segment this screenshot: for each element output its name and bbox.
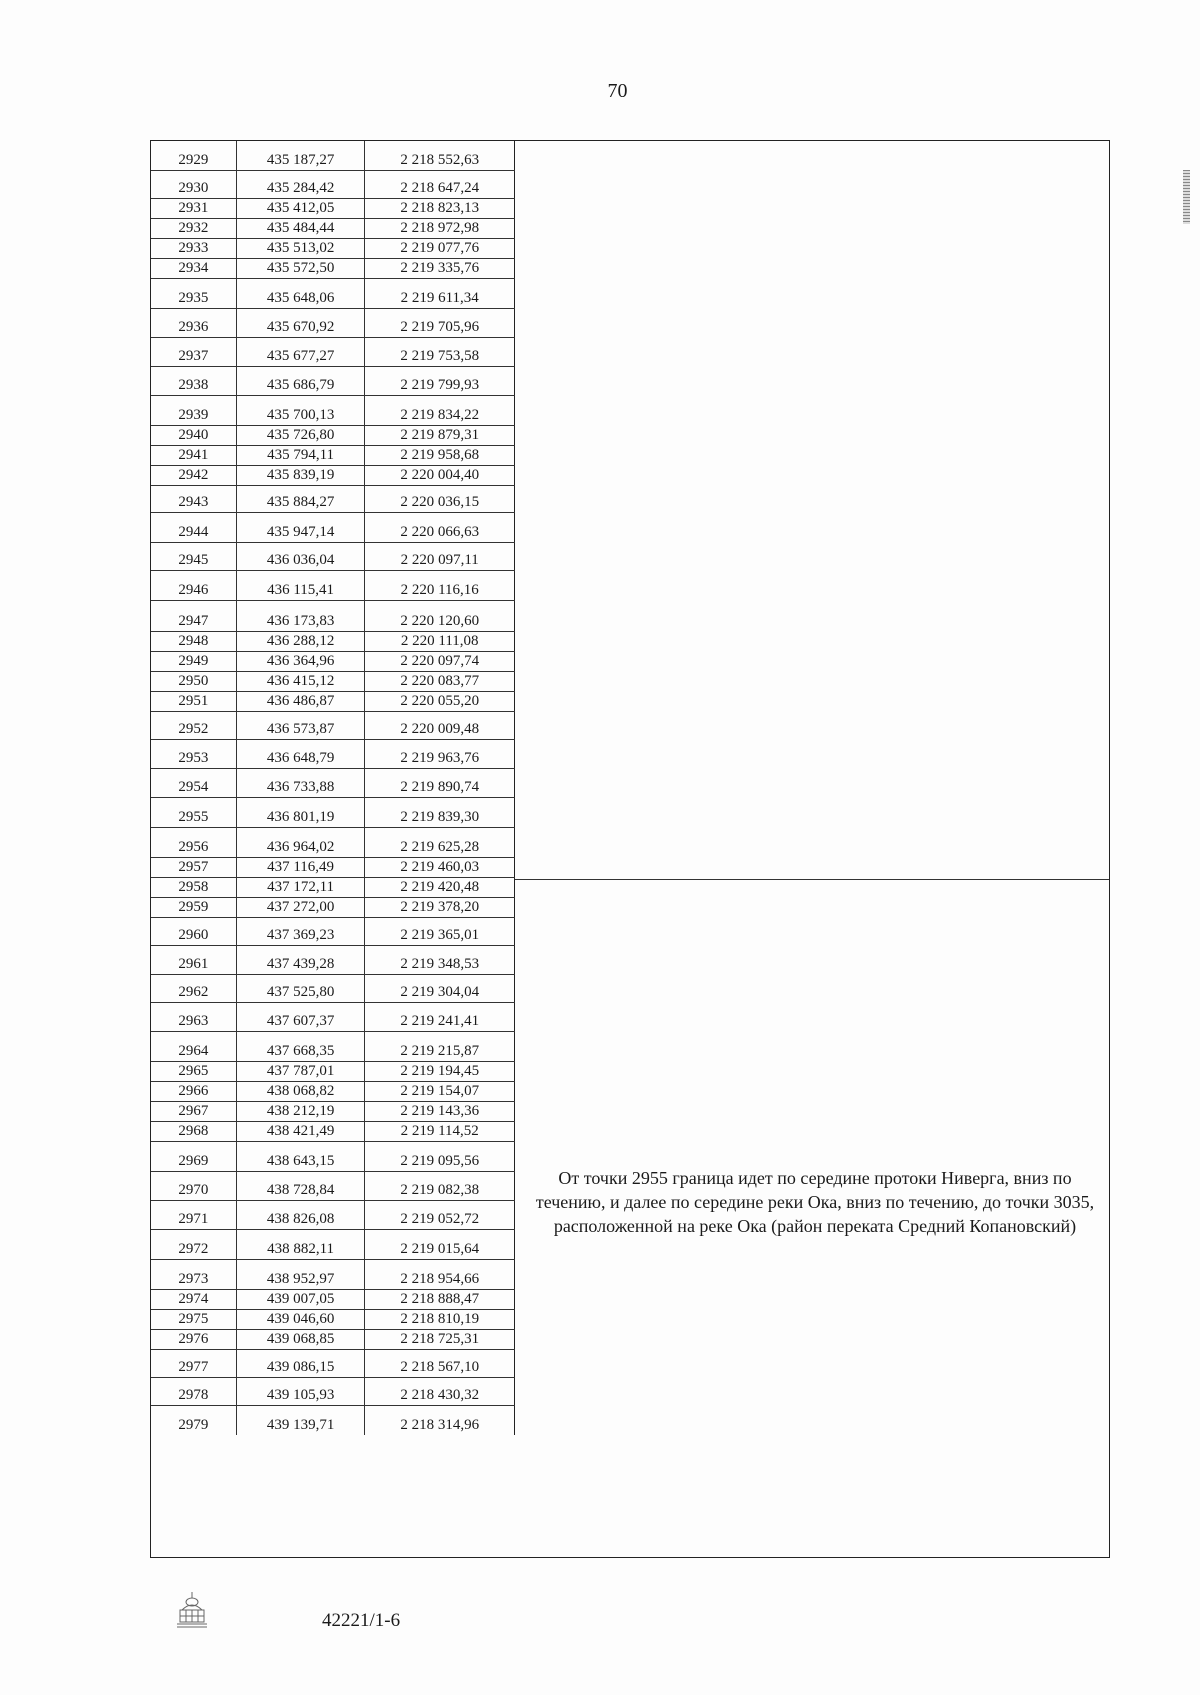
coordinate-x: 436 801,19 bbox=[237, 798, 366, 827]
table-row bbox=[151, 1201, 515, 1230]
coordinate-x: 435 484,44 bbox=[237, 219, 366, 238]
table-row bbox=[151, 652, 515, 672]
coordinate-x: 437 272,00 bbox=[237, 898, 366, 917]
point-number: 2972 bbox=[151, 1230, 237, 1259]
coordinate-y: 2 219 958,68 bbox=[365, 446, 515, 465]
point-number: 2962 bbox=[151, 975, 237, 1002]
coordinate-x: 435 648,06 bbox=[237, 279, 366, 308]
coordinate-x: 438 212,19 bbox=[237, 1102, 366, 1121]
coordinate-y: 2 220 111,08 bbox=[365, 632, 515, 651]
coordinate-x: 435 670,92 bbox=[237, 309, 366, 337]
table-row bbox=[151, 446, 515, 466]
point-number: 2952 bbox=[151, 712, 237, 739]
coordinate-y: 2 219 420,48 bbox=[365, 878, 515, 897]
point-number: 2938 bbox=[151, 367, 237, 395]
coordinate-y: 2 219 834,22 bbox=[365, 396, 515, 425]
point-number: 2960 bbox=[151, 918, 237, 945]
coordinate-y: 2 218 552,63 bbox=[365, 141, 515, 170]
coat-of-arms-icon bbox=[174, 1590, 210, 1630]
point-number: 2973 bbox=[151, 1260, 237, 1289]
point-number: 2946 bbox=[151, 571, 237, 600]
point-number: 2932 bbox=[151, 219, 237, 238]
coordinate-y: 2 219 365,01 bbox=[365, 918, 515, 945]
table-row bbox=[151, 367, 515, 396]
coordinate-x: 438 728,84 bbox=[237, 1172, 366, 1200]
coordinate-y: 2 220 055,20 bbox=[365, 692, 515, 711]
point-number: 2959 bbox=[151, 898, 237, 917]
point-number: 2970 bbox=[151, 1172, 237, 1200]
coordinate-y: 2 220 097,74 bbox=[365, 652, 515, 671]
table-row bbox=[151, 571, 515, 601]
point-number: 2979 bbox=[151, 1406, 237, 1435]
table-row bbox=[151, 199, 515, 219]
point-number: 2949 bbox=[151, 652, 237, 671]
point-number: 2940 bbox=[151, 426, 237, 445]
table-row bbox=[151, 1350, 515, 1378]
table-row bbox=[151, 543, 515, 571]
document-code: 42221/1-6 bbox=[322, 1610, 401, 1631]
point-number: 2958 bbox=[151, 878, 237, 897]
coordinate-x: 436 648,79 bbox=[237, 740, 366, 768]
table-row bbox=[151, 1003, 515, 1032]
coordinate-y: 2 218 430,32 bbox=[365, 1378, 515, 1405]
coordinate-y: 2 220 036,15 bbox=[365, 486, 515, 512]
coordinate-x: 437 607,37 bbox=[237, 1003, 366, 1031]
point-number: 2954 bbox=[151, 769, 237, 797]
table-row bbox=[151, 396, 515, 426]
point-number: 2956 bbox=[151, 828, 237, 857]
table-row bbox=[151, 1032, 515, 1062]
coordinate-x: 438 826,08 bbox=[237, 1201, 366, 1229]
coordinate-y: 2 218 888,47 bbox=[365, 1290, 515, 1309]
point-number: 2978 bbox=[151, 1378, 237, 1405]
page-number: 70 bbox=[607, 80, 628, 102]
coordinate-x: 436 288,12 bbox=[237, 632, 366, 651]
coordinate-y: 2 219 215,87 bbox=[365, 1032, 515, 1061]
point-number: 2964 bbox=[151, 1032, 237, 1061]
coordinate-x: 439 086,15 bbox=[237, 1350, 366, 1377]
coordinate-x: 436 486,87 bbox=[237, 692, 366, 711]
coordinate-y: 2 219 143,36 bbox=[365, 1102, 515, 1121]
table-row bbox=[151, 279, 515, 309]
coordinate-y: 2 219 378,20 bbox=[365, 898, 515, 917]
coordinate-x: 435 726,80 bbox=[237, 426, 366, 445]
table-row bbox=[151, 219, 515, 239]
coordinate-x: 436 173,83 bbox=[237, 601, 366, 631]
point-number: 2948 bbox=[151, 632, 237, 651]
point-number: 2943 bbox=[151, 486, 237, 512]
coordinate-y: 2 219 015,64 bbox=[365, 1230, 515, 1259]
coordinate-y: 2 218 810,19 bbox=[365, 1310, 515, 1329]
table-row bbox=[151, 466, 515, 486]
coordinate-x: 438 643,15 bbox=[237, 1142, 366, 1171]
coordinate-x: 437 172,11 bbox=[237, 878, 366, 897]
coordinate-y: 2 219 799,93 bbox=[365, 367, 515, 395]
coordinate-y: 2 219 611,34 bbox=[365, 279, 515, 308]
table-row bbox=[151, 878, 515, 898]
coordinate-y: 2 219 154,07 bbox=[365, 1082, 515, 1101]
table-row bbox=[151, 769, 515, 798]
coordinate-y: 2 219 082,38 bbox=[365, 1172, 515, 1200]
point-number: 2955 bbox=[151, 798, 237, 827]
coordinates-table bbox=[150, 140, 1110, 1558]
table-row bbox=[151, 259, 515, 279]
point-number: 2944 bbox=[151, 513, 237, 542]
coordinate-y: 2 219 879,31 bbox=[365, 426, 515, 445]
point-number: 2977 bbox=[151, 1350, 237, 1377]
coordinate-x: 437 787,01 bbox=[237, 1062, 366, 1081]
table-row bbox=[151, 712, 515, 740]
coordinate-x: 436 573,87 bbox=[237, 712, 366, 739]
table-row bbox=[151, 1310, 515, 1330]
coordinate-y: 2 219 460,03 bbox=[365, 858, 515, 877]
coordinates-rows bbox=[150, 140, 515, 1558]
coordinate-x: 435 677,27 bbox=[237, 338, 366, 366]
coordinate-y: 2 219 095,56 bbox=[365, 1142, 515, 1171]
coordinate-x: 437 525,80 bbox=[237, 975, 366, 1002]
coordinate-y: 2 220 004,40 bbox=[365, 466, 515, 485]
point-number: 2945 bbox=[151, 543, 237, 570]
point-number: 2934 bbox=[151, 259, 237, 278]
coordinate-x: 436 115,41 bbox=[237, 571, 366, 600]
table-row bbox=[151, 798, 515, 828]
table-row bbox=[151, 858, 515, 878]
coordinate-x: 436 415,12 bbox=[237, 672, 366, 691]
point-number: 2974 bbox=[151, 1290, 237, 1309]
coordinate-y: 2 219 194,45 bbox=[365, 1062, 515, 1081]
table-row bbox=[151, 239, 515, 259]
point-number: 2975 bbox=[151, 1310, 237, 1329]
coordinate-x: 435 284,42 bbox=[237, 171, 366, 198]
table-row bbox=[151, 946, 515, 975]
table-row bbox=[151, 1172, 515, 1201]
table-row bbox=[151, 672, 515, 692]
table-row bbox=[151, 141, 515, 171]
coordinate-y: 2 218 725,31 bbox=[365, 1330, 515, 1349]
coordinate-y: 2 219 052,72 bbox=[365, 1201, 515, 1229]
table-row bbox=[151, 1082, 515, 1102]
point-number: 2935 bbox=[151, 279, 237, 308]
point-number: 2965 bbox=[151, 1062, 237, 1081]
coordinate-x: 435 187,27 bbox=[237, 141, 366, 170]
point-number: 2939 bbox=[151, 396, 237, 425]
point-number: 2930 bbox=[151, 171, 237, 198]
coordinate-y: 2 219 114,52 bbox=[365, 1122, 515, 1141]
coordinate-y: 2 218 823,13 bbox=[365, 199, 515, 218]
point-number: 2941 bbox=[151, 446, 237, 465]
table-row bbox=[151, 486, 515, 513]
table-row bbox=[151, 601, 515, 632]
coordinate-x: 439 105,93 bbox=[237, 1378, 366, 1405]
coordinate-x: 435 839,19 bbox=[237, 466, 366, 485]
table-row bbox=[151, 918, 515, 946]
coordinate-y: 2 219 077,76 bbox=[365, 239, 515, 258]
point-number: 2976 bbox=[151, 1330, 237, 1349]
point-number: 2966 bbox=[151, 1082, 237, 1101]
table-row bbox=[151, 309, 515, 338]
coordinate-x: 435 412,05 bbox=[237, 199, 366, 218]
coordinate-x: 439 139,71 bbox=[237, 1406, 366, 1435]
coordinate-y: 2 218 647,24 bbox=[365, 171, 515, 198]
table-row bbox=[151, 338, 515, 367]
coordinate-y: 2 219 705,96 bbox=[365, 309, 515, 337]
coordinate-y: 2 220 066,63 bbox=[365, 513, 515, 542]
point-number: 2936 bbox=[151, 309, 237, 337]
coordinate-x: 437 439,28 bbox=[237, 946, 366, 974]
table-row bbox=[151, 426, 515, 446]
coordinate-x: 435 686,79 bbox=[237, 367, 366, 395]
coordinate-x: 439 046,60 bbox=[237, 1310, 366, 1329]
coordinate-y: 2 219 304,04 bbox=[365, 975, 515, 1002]
point-number: 2933 bbox=[151, 239, 237, 258]
coordinate-y: 2 219 839,30 bbox=[365, 798, 515, 827]
table-row bbox=[151, 1406, 515, 1435]
point-number: 2968 bbox=[151, 1122, 237, 1141]
table-row bbox=[151, 975, 515, 1003]
coordinate-x: 439 068,85 bbox=[237, 1330, 366, 1349]
coordinate-x: 435 513,02 bbox=[237, 239, 366, 258]
point-number: 2931 bbox=[151, 199, 237, 218]
table-row bbox=[151, 692, 515, 712]
coordinate-y: 2 220 116,16 bbox=[365, 571, 515, 600]
point-number: 2963 bbox=[151, 1003, 237, 1031]
coordinate-y: 2 218 972,98 bbox=[365, 219, 515, 238]
coordinate-x: 437 116,49 bbox=[237, 858, 366, 877]
point-number: 2942 bbox=[151, 466, 237, 485]
point-number: 2953 bbox=[151, 740, 237, 768]
coordinate-x: 438 952,97 bbox=[237, 1260, 366, 1289]
table-row bbox=[151, 740, 515, 769]
table-row bbox=[151, 513, 515, 543]
coordinate-x: 436 733,88 bbox=[237, 769, 366, 797]
table-row bbox=[151, 1142, 515, 1172]
table-row bbox=[151, 1062, 515, 1082]
coordinate-x: 438 068,82 bbox=[237, 1082, 366, 1101]
coordinate-x: 437 668,35 bbox=[237, 1032, 366, 1061]
coordinate-x: 436 036,04 bbox=[237, 543, 366, 570]
point-number: 2969 bbox=[151, 1142, 237, 1171]
coordinate-y: 2 220 009,48 bbox=[365, 712, 515, 739]
point-number: 2951 bbox=[151, 692, 237, 711]
scan-artifact bbox=[1183, 170, 1190, 224]
coordinate-x: 437 369,23 bbox=[237, 918, 366, 945]
table-row bbox=[151, 898, 515, 918]
point-number: 2961 bbox=[151, 946, 237, 974]
coordinate-y: 2 220 120,60 bbox=[365, 601, 515, 631]
boundary-description: От точки 2955 граница идет по середине протоки Ниверга, вниз по течению, и далее по середине реки Ока, вниз по течению, до точки 3035, расположенной на реке Ока (район переката Средний Копановский) bbox=[535, 1168, 1095, 1236]
coordinate-x: 435 700,13 bbox=[237, 396, 366, 425]
point-number: 2929 bbox=[151, 141, 237, 170]
table-row bbox=[151, 1230, 515, 1260]
coordinate-y: 2 218 567,10 bbox=[365, 1350, 515, 1377]
coordinate-x: 435 572,50 bbox=[237, 259, 366, 278]
coordinate-x: 435 794,11 bbox=[237, 446, 366, 465]
coordinate-y: 2 219 963,76 bbox=[365, 740, 515, 768]
table-row bbox=[151, 1102, 515, 1122]
description-column bbox=[515, 140, 1110, 1558]
coordinate-x: 436 964,02 bbox=[237, 828, 366, 857]
table-row bbox=[151, 1290, 515, 1310]
coordinate-y: 2 219 625,28 bbox=[365, 828, 515, 857]
table-row bbox=[151, 171, 515, 199]
coordinate-y: 2 219 348,53 bbox=[365, 946, 515, 974]
point-number: 2937 bbox=[151, 338, 237, 366]
table-row bbox=[151, 1378, 515, 1406]
coordinate-x: 436 364,96 bbox=[237, 652, 366, 671]
table-row bbox=[151, 632, 515, 652]
coordinate-x: 439 007,05 bbox=[237, 1290, 366, 1309]
point-number: 2957 bbox=[151, 858, 237, 877]
table-row bbox=[151, 828, 515, 858]
coordinate-x: 438 882,11 bbox=[237, 1230, 366, 1259]
point-number: 2950 bbox=[151, 672, 237, 691]
coordinate-y: 2 220 083,77 bbox=[365, 672, 515, 691]
coordinate-x: 435 884,27 bbox=[237, 486, 366, 512]
coordinate-x: 435 947,14 bbox=[237, 513, 366, 542]
coordinate-y: 2 219 753,58 bbox=[365, 338, 515, 366]
table-row bbox=[151, 1122, 515, 1142]
table-row bbox=[151, 1260, 515, 1290]
point-number: 2947 bbox=[151, 601, 237, 631]
coordinate-y: 2 218 954,66 bbox=[365, 1260, 515, 1289]
coordinate-y: 2 219 335,76 bbox=[365, 259, 515, 278]
coordinate-y: 2 218 314,96 bbox=[365, 1406, 515, 1435]
description-divider bbox=[515, 879, 1109, 880]
coordinate-y: 2 219 890,74 bbox=[365, 769, 515, 797]
point-number: 2967 bbox=[151, 1102, 237, 1121]
coordinate-y: 2 220 097,11 bbox=[365, 543, 515, 570]
coordinate-x: 438 421,49 bbox=[237, 1122, 366, 1141]
point-number: 2971 bbox=[151, 1201, 237, 1229]
table-row bbox=[151, 1330, 515, 1350]
coordinate-y: 2 219 241,41 bbox=[365, 1003, 515, 1031]
